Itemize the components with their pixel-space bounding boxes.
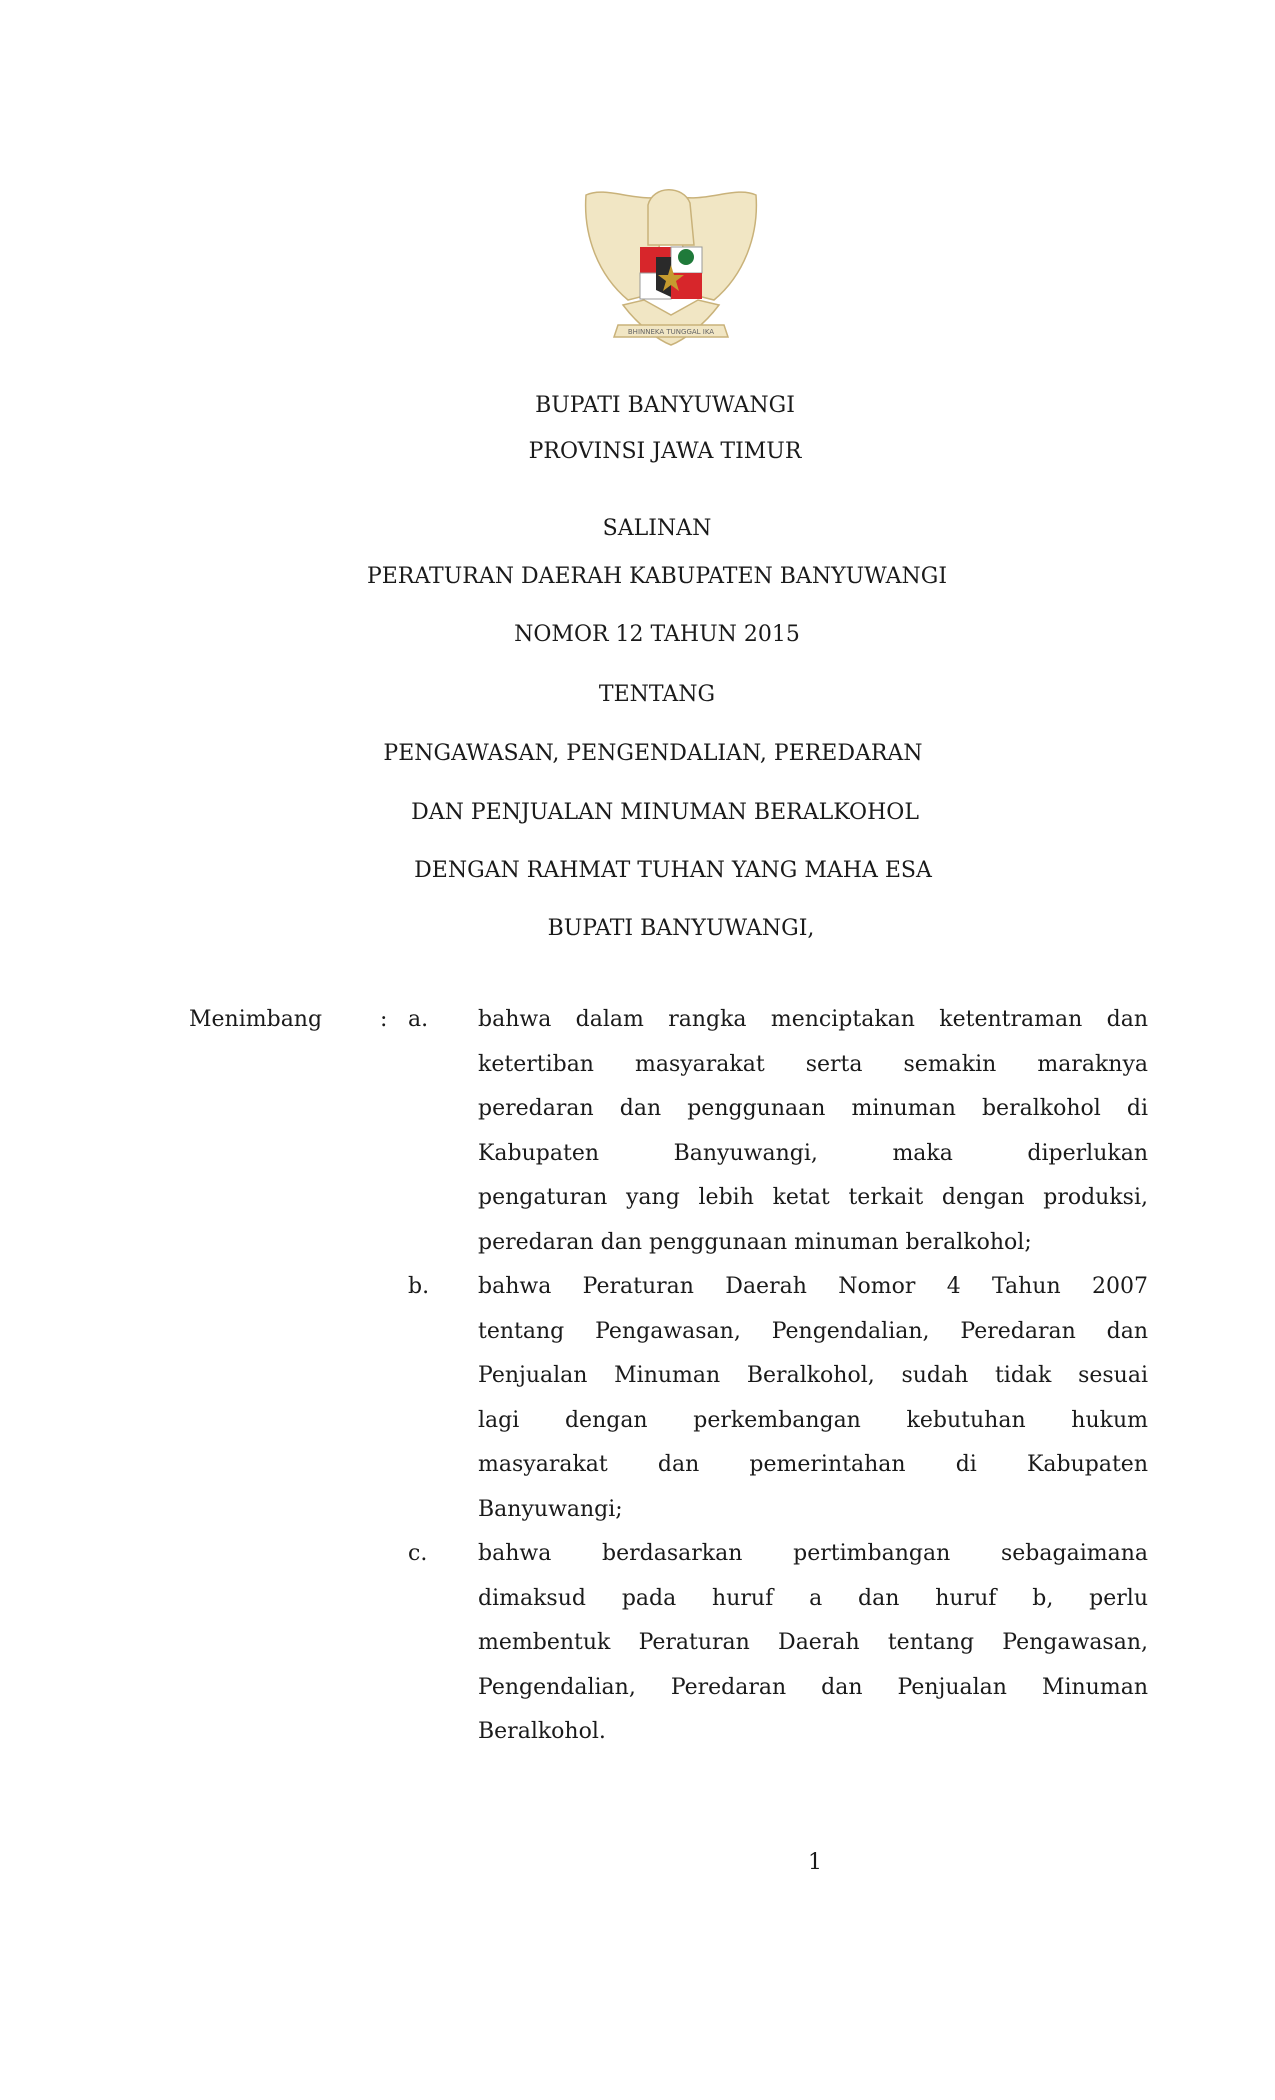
item-text-line: peredaran dan penggunaan minuman beralkohol;	[478, 1229, 1032, 1255]
item-text-line: Penjualan Minuman Beralkohol, sudah tidak sesuai	[478, 1363, 1148, 1388]
item-text-line: dimaksud pada huruf a dan huruf b, perlu	[478, 1585, 1148, 1611]
garuda-emblem-icon	[578, 175, 764, 365]
item-text-line: Pengendalian, Peredaran dan Penjualan Minuman	[478, 1674, 1148, 1700]
item-text-line: Banyuwangi;	[478, 1496, 623, 1522]
subject-line-1: PENGAWASAN, PENGENDALIAN, PEREDARAN	[383, 741, 923, 766]
item-marker: b.	[408, 1274, 430, 1299]
item-text-line: Kabupaten Banyuwangi, maka diperlukan	[478, 1140, 1148, 1166]
regulation-number: NOMOR 12 TAHUN 2015	[514, 622, 800, 647]
authority-line: BUPATI BANYUWANGI,	[547, 916, 815, 941]
item-text-line: membentuk Peraturan Daerah tentang Pengawasan,	[478, 1630, 1148, 1655]
regulation-title: PERATURAN DAERAH KABUPATEN BANYUWANGI	[366, 564, 948, 589]
item-text-line: masyarakat dan pemerintahan di Kabupaten	[478, 1452, 1148, 1477]
subject-line-2: DAN PENJUALAN MINUMAN BERALKOHOL	[411, 800, 919, 825]
province-title: PROVINSI JAWA TIMUR	[528, 439, 802, 464]
menimbang-label: Menimbang	[189, 1007, 323, 1032]
item-marker: c.	[408, 1541, 428, 1566]
item-marker: a.	[408, 1007, 429, 1032]
svg-text:BHINNEKA TUNGGAL IKA: BHINNEKA TUNGGAL IKA	[627, 328, 715, 336]
page-number: 1	[808, 1850, 822, 1875]
item-text-line: Beralkohol.	[478, 1719, 606, 1744]
salinan-label: SALINAN	[602, 516, 712, 541]
issuer-title: BUPATI BANYUWANGI	[535, 393, 795, 418]
item-text-line: tentang Pengawasan, Pengendalian, Peredaran dan	[478, 1318, 1148, 1344]
item-text-line: bahwa Peraturan Daerah Nomor 4 Tahun 2007	[478, 1274, 1148, 1299]
item-text-line: pengaturan yang lebih ketat terkait dengan produksi,	[478, 1185, 1148, 1210]
blessing-line: DENGAN RAHMAT TUHAN YANG MAHA ESA	[414, 858, 932, 883]
item-text-line: bahwa berdasarkan pertimbangan sebagaimana	[478, 1541, 1148, 1566]
item-text-line: ketertiban masyarakat serta semakin maraknya	[478, 1051, 1148, 1077]
tentang-label: TENTANG	[598, 682, 716, 707]
menimbang-colon: :	[380, 1007, 388, 1032]
item-text-line: lagi dengan perkembangan kebutuhan hukum	[478, 1407, 1148, 1433]
item-text-line: peredaran dan penggunaan minuman beralkohol di	[478, 1096, 1148, 1121]
item-text-line: bahwa dalam rangka menciptakan ketentraman dan	[478, 1007, 1148, 1032]
